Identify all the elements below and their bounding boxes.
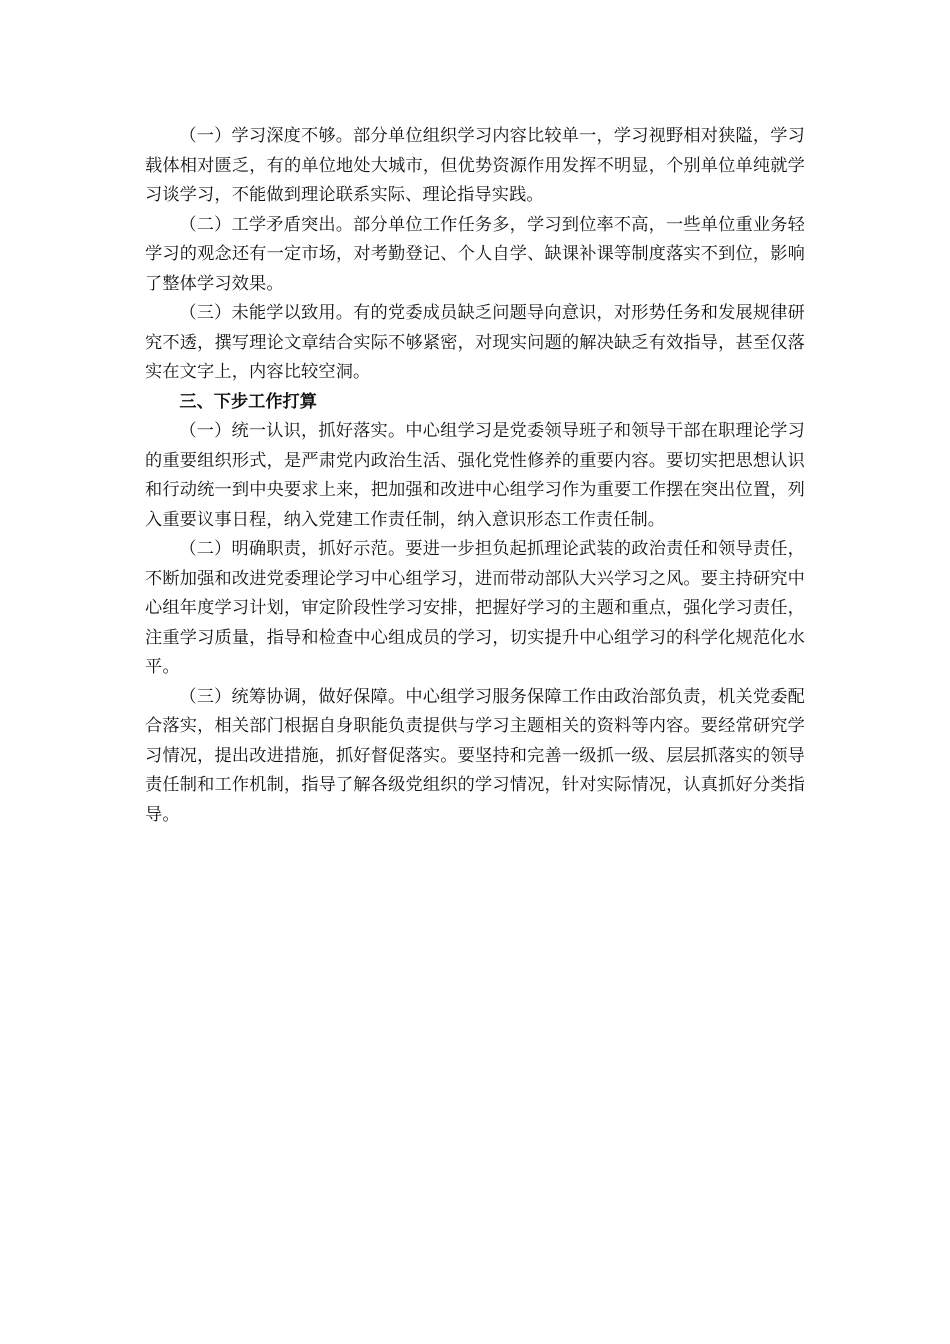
document-page [145,122,805,830]
paragraph-coordination-support: （三）统筹协调，做好保障。中心组学习服务保障工作由政治部负责，机关党委配合落实，相关部门根据自身职能负责提供与学习主题相关的资料等内容。要经常研究学习情况，提出改进措施，抓好督促落实。要坚持和完善一级抓一级、层层抓落实的领导责任制和工作机制，指导了解各级党组织的学习情况，针对实际情况，认真抓好分类指导。 [145,686,805,825]
paragraph-clarify-duties: （二）明确职责，抓好示范。要进一步担负起抓理论武装的政治责任和领导责任，不断加强和改进党委理论学习中心组学习，进而带动部队大兴学习之风。要主持研究中心组年度学习计划，审定阶段性学习安排，把握好学习的主题和重点，强化学习责任，注重学习质量，指导和检查中心组成员的学习，切实提升中心组学习的科学化规范化水平。 [145,539,805,677]
section-heading-next-steps: 三、下步工作打算 [179,391,317,412]
paragraph-unify-understanding: （一）统一认识，抓好落实。中心组学习是党委领导班子和领导干部在职理论学习的重要组织形式，是严肃党内政治生活、强化党性修养的重要内容。要切实把思想认识和行动统一到中央要求上来，把加强和改进中心组学习作为重要工作摆在突出位置，列入重要议事日程，纳入党建工作责任制，纳入意识形态工作责任制。 [145,421,805,530]
paragraph-application-gap: （三）未能学以致用。有的党委成员缺乏问题导向意识，对形势任务和发展规律研究不透，撰写理论文章结合实际不够紧密，对现实问题的解决缺乏有效指导，甚至仅落实在文字上，内容比较空洞。 [145,303,805,382]
paragraph-work-study-conflict: （二）工学矛盾突出。部分单位工作任务多，学习到位率不高，一些单位重业务轻学习的观念还有一定市场，对考勤登记、个人自学、缺课补课等制度落实不到位，影响了整体学习效果。 [145,214,805,294]
paragraph-learning-depth: （一）学习深度不够。部分单位组织学习内容比较单一，学习视野相对狭隘，学习载体相对匮乏，有的单位地处大城市，但优势资源作用发挥不明显，个别单位单纯就学习谈学习，不能做到理论联系实际、理论指导实践。 [145,126,805,205]
